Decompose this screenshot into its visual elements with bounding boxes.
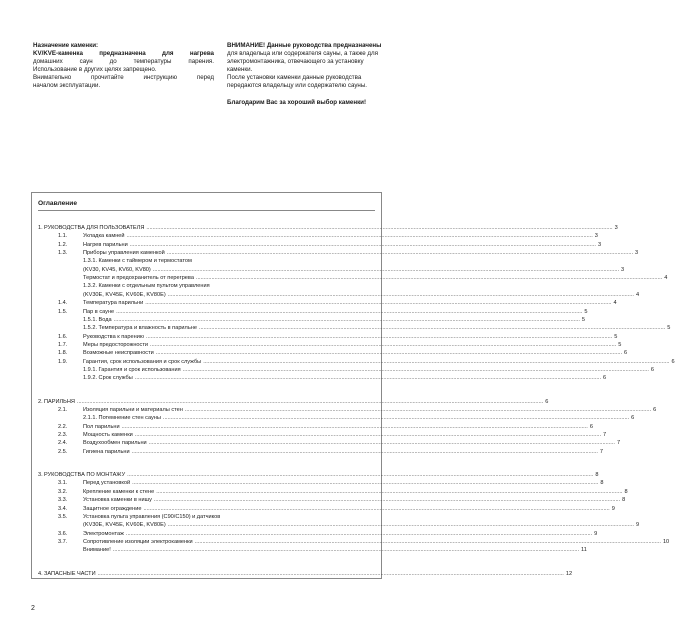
toc-leader-dots: ............................................................................................................................................................................................................................................................................................................ <box>116 308 583 315</box>
toc-entry <box>32 513 375 521</box>
toc-leader-dots: ............................................................................................................................................................................................................................................................................................................ <box>194 538 661 545</box>
toc-entry-page: 8 <box>622 497 626 504</box>
toc-leader-dots: ............................................................................................................................................................................................................................................................................................................ <box>198 325 666 332</box>
toc-box <box>31 192 675 579</box>
toc-entry-text: (KV30E, KV45E, KV60E, KV80E) <box>83 291 166 298</box>
toc-entry-text: Укладка камней <box>83 233 125 240</box>
toc-entry-number: 2.3. <box>58 432 68 439</box>
toc-entry-page: 3 <box>621 266 625 273</box>
toc-entry-number: 3. <box>38 472 43 479</box>
toc-entry <box>32 266 625 274</box>
toc-leader-dots: ............................................................................................................................................................................................................................................................................................................ <box>132 480 599 487</box>
toc-entry-text: Приборы управления каменкой <box>83 250 165 257</box>
toc-entry-number: 3.3. <box>58 497 68 504</box>
toc-entry <box>32 471 599 479</box>
toc-entry-text: 1.5.1. Вода <box>83 316 112 323</box>
toc-entry-text: Крепление каменки к стене <box>83 488 155 495</box>
intro-right-p2-line-1: После установки каменки данные руководства <box>227 74 362 82</box>
toc-entry-page: 6 <box>624 350 628 357</box>
toc-entry-page: 6 <box>603 375 607 382</box>
toc-entry <box>32 423 593 431</box>
toc-entry-page: 6 <box>653 407 657 413</box>
toc-entry-text: (KV30, KV45, KV60, KV80) <box>83 266 151 273</box>
toc-entry-page: 5 <box>581 316 586 323</box>
toc-entry-page: 12 <box>565 570 573 577</box>
toc-entry-page: 7 <box>603 432 607 439</box>
intro-left <box>33 42 214 91</box>
toc-entry <box>32 299 617 307</box>
toc-entry-number: 1. <box>38 225 43 231</box>
toc-entry <box>32 232 598 240</box>
toc-entry-text: Установка пульта управления (C90/C150) и датчиков <box>83 513 221 520</box>
toc-entry <box>32 282 375 290</box>
toc-entry <box>32 439 621 447</box>
toc-entry-text: Электромонтаж <box>83 530 124 537</box>
toc-entry-text: Сопротивление изоляции электрокаменки <box>83 538 193 545</box>
toc-entry <box>32 224 618 232</box>
toc-entry-text: Перед установкой <box>83 480 131 487</box>
toc-leader-dots: ............................................................................................................................................................................................................................................................................................................ <box>156 488 623 495</box>
toc-leader-dots: ............................................................................................................................................................................................................................................................................................................ <box>162 415 630 422</box>
toc-entry-page: 8 <box>600 480 604 487</box>
toc-leader-dots: ............................................................................................................................................................................................................................................................................................................ <box>131 448 598 455</box>
intro-left-line-1: Назначение каменки: <box>33 42 99 49</box>
toc-leader-dots: ............................................................................................................................................................................................................................................................................................................ <box>97 570 564 577</box>
toc-entry-text: Мощность каменки <box>83 432 133 439</box>
toc-entry-page: 4 <box>664 275 668 282</box>
toc-entry-page: 9 <box>635 522 640 529</box>
toc-entry-text: Установка каменки в нишу <box>83 497 152 504</box>
toc-entry-page: 3 <box>594 233 598 240</box>
toc-entry-page: 8 <box>595 472 599 479</box>
toc-entry <box>32 308 588 316</box>
intro-left-line-2: KV/KVE-каменка предназначена для нагрева <box>33 50 214 58</box>
toc-entry <box>32 333 618 341</box>
toc-leader-dots: ............................................................................................................................................................................................................................................................................................................ <box>184 407 652 413</box>
toc-entry-page: 6 <box>631 415 635 422</box>
toc-entry-page: 8 <box>624 488 628 495</box>
toc-leader-dots: ............................................................................................................................................................................................................................................................................................................ <box>146 333 613 340</box>
toc-entry-number: 3.2. <box>58 488 68 495</box>
toc-entry <box>32 274 668 282</box>
toc-entry-number: 1.7. <box>58 341 68 348</box>
toc-entry <box>32 291 640 299</box>
toc-entry-text: 1.3.1. Каменки с таймером и термостатом <box>83 258 192 265</box>
toc-entry-number: 1.6. <box>58 333 68 340</box>
toc-leader-dots: ............................................................................................................................................................................................................................................................................................................ <box>125 530 593 537</box>
toc-entry-page: 10 <box>662 538 670 545</box>
toc-entry-number: 2. <box>38 398 43 405</box>
toc-entry <box>32 488 628 496</box>
toc-entry <box>32 570 573 578</box>
toc-entry-number: 1.4. <box>58 300 68 307</box>
toc-entry <box>32 448 604 456</box>
toc-entry <box>32 341 622 349</box>
toc-leader-dots: ............................................................................................................................................................................................................................................................................................................ <box>166 250 634 257</box>
toc-entry-page: 6 <box>650 366 655 373</box>
toc-entry-page: 6 <box>589 423 593 430</box>
toc-entry-number: 1.8. <box>58 350 68 357</box>
toc-entry-page: 4 <box>635 291 640 298</box>
page-number: 2 <box>31 605 35 612</box>
toc-entry-text: 1.5.2. Температура и влажность в парильне <box>83 325 197 332</box>
toc-entry-number: 1.9. <box>58 358 68 365</box>
toc-entry <box>32 241 602 249</box>
toc-leader-dots: ............................................................................................................................................................................................................................................................................................................ <box>155 350 623 357</box>
toc-entry <box>32 546 587 554</box>
toc-entry <box>32 538 670 546</box>
toc-entry-text: Меры предосторожности <box>83 341 149 348</box>
toc-entry-text: Термостат и предохранитель от перегрева <box>83 275 194 282</box>
toc-entry-text: Пар в сауне <box>83 308 115 315</box>
toc-entry-page: 7 <box>599 448 604 455</box>
toc-entry <box>32 431 607 439</box>
toc-leader-dots: ............................................................................................................................................................................................................................................................................................................ <box>152 266 620 273</box>
toc-entry-page: 3 <box>635 250 639 257</box>
toc-entry-number: 3.1. <box>58 480 68 487</box>
toc-entry <box>32 414 635 422</box>
toc-entry-page: 5 <box>614 333 618 340</box>
toc-entry-text: (KV30E, KV45E, KV60E, KV80E) <box>83 522 166 529</box>
toc-entry-number: 3.5. <box>58 513 68 520</box>
toc-entry-page: 9 <box>594 530 598 537</box>
toc-entry-text: ЗАПАСНЫЕ ЧАСТИ <box>44 570 96 577</box>
intro-left-line-4: Использование в других целях запрещено. <box>33 66 157 74</box>
toc-entry-page: 4 <box>613 300 617 307</box>
toc-title: Оглавление <box>38 200 78 207</box>
toc-leader-dots: ............................................................................................................................................................................................................................................................................................................ <box>195 275 663 282</box>
toc-leader-dots: ............................................................................................................................................................................................................................................................................................................ <box>127 472 594 479</box>
intro-right-thanks: Благодарим Вас за хороший выбор каменки! <box>227 98 367 106</box>
toc-entry-number: 2.4. <box>58 440 68 447</box>
toc-entry <box>32 257 375 265</box>
intro-left-line-3: домашних саун до температуры парения. <box>33 58 214 66</box>
toc-entry <box>32 366 655 374</box>
toc-entry-text: Гигиена парильни <box>83 448 130 455</box>
toc-entry-text: Руководства к парению <box>83 333 145 340</box>
toc-entry <box>32 479 604 487</box>
toc-entry <box>32 249 639 257</box>
toc-entry-page: 5 <box>667 325 671 332</box>
toc-entry <box>32 374 607 382</box>
toc-entry-page: 7 <box>616 440 621 447</box>
toc-entry-text: Гарантия, срок использования и срок службы <box>83 358 202 365</box>
toc-entry-text: Воздухообмен парильни <box>83 440 147 447</box>
toc-leader-dots: ............................................................................................................................................................................................................................................................................................................ <box>143 505 610 512</box>
toc-entry <box>32 349 628 357</box>
intro-left-line-6: началом эксплуатации. <box>33 82 101 90</box>
toc-leader-dots: ............................................................................................................................................................................................................................................................................................................ <box>113 316 580 323</box>
toc-entry-page: 6 <box>545 398 549 405</box>
toc-leader-dots: ............................................................................................................................................................................................................................................................................................................ <box>167 522 634 529</box>
toc-entry-text: Нагрев парильни <box>83 241 128 248</box>
toc-entry <box>32 406 657 414</box>
toc-entry-text: 2.1.1. Потемнение стен сауны <box>83 415 161 422</box>
toc-entry-text: Возможные неисправности <box>83 350 154 357</box>
toc-entry-text: 1.9.1. Гарантия и срок использования <box>83 366 181 373</box>
toc-entry <box>32 358 675 366</box>
toc-entry <box>32 505 615 513</box>
toc-entry <box>32 496 626 504</box>
toc-entry-page: 6 <box>671 358 675 365</box>
toc-entry <box>32 316 586 324</box>
toc-divider <box>38 210 375 211</box>
toc-leader-dots: ............................................................................................................................................................................................................................................................................................................ <box>121 423 588 430</box>
toc-leader-dots: ............................................................................................................................................................................................................................................................................................................ <box>146 225 613 231</box>
toc-leader-dots: ............................................................................................................................................................................................................................................................................................................ <box>134 432 602 439</box>
toc-entry-text: Температура парильни <box>83 300 144 307</box>
toc-entry-text: ПАРИЛЬНЯ <box>44 398 75 405</box>
toc-entry-text: Пол парильни <box>83 423 120 430</box>
toc-entry-page: 3 <box>614 225 618 231</box>
toc-entry <box>32 398 549 406</box>
toc-entry-number: 1.3. <box>58 250 68 257</box>
toc-entry-text: РУКОВОДСТВА ПО МОНТАЖУ <box>44 472 126 479</box>
toc-leader-dots: ............................................................................................................................................................................................................................................................................................................ <box>76 398 544 405</box>
toc-entry-page: 9 <box>611 505 615 512</box>
toc-leader-dots: ............................................................................................................................................................................................................................................................................................................ <box>129 241 596 248</box>
toc-leader-dots: ............................................................................................................................................................................................................................................................................................................ <box>203 358 670 365</box>
toc-leader-dots: ............................................................................................................................................................................................................................................................................................................ <box>126 233 593 240</box>
intro-right-p1-line-2: для владельца или содержателя сауны, а также для <box>227 50 379 58</box>
intro-right-p1-line-4: каменки. <box>227 66 253 74</box>
intro-left-line-5: Внимательно прочитайте инструкцию перед <box>33 74 214 82</box>
toc-leader-dots: ............................................................................................................................................................................................................................................................................................................ <box>145 300 612 307</box>
toc-leader-dots: ............................................................................................................................................................................................................................................................................................................ <box>134 375 602 382</box>
toc-entry <box>32 530 598 538</box>
toc-entry-text: Защитное ограждение <box>83 505 142 512</box>
intro-right <box>227 42 412 107</box>
toc-entry-number: 4. <box>38 570 43 577</box>
toc-entry-page: 11 <box>581 547 587 554</box>
toc-entry-text: 1.3.2. Каменки с отдельным пультом управления <box>83 283 210 290</box>
toc-entry-page: 5 <box>618 341 622 348</box>
toc-leader-dots: ............................................................................................................................................................................................................................................................................................................ <box>167 291 634 298</box>
toc-entry-text: 1.9.2. Срок службы <box>83 375 133 382</box>
toc-leader-dots: ............................................................................................................................................................................................................................................................................................................ <box>112 547 580 554</box>
toc-entry-number: 1.2. <box>58 241 68 248</box>
toc-entry-page: 3 <box>597 241 602 248</box>
intro-right-p1-line-3: электромонтажника, отвечающего за установку <box>227 58 364 66</box>
toc-entry <box>32 521 640 529</box>
toc-entry-number: 2.1. <box>58 407 68 413</box>
toc-leader-dots: ............................................................................................................................................................................................................................................................................................................ <box>150 341 617 348</box>
intro-right-p2-line-2: передаются владельцу или содержателю сауны. <box>227 82 368 90</box>
toc-entry-number: 3.4. <box>58 505 68 512</box>
toc-entry-text: Изоляция парильни и материалы стен <box>83 407 183 413</box>
intro-right-p1-line-1: ВНИМАНИЕ! Данные руководства предназначены <box>227 42 382 49</box>
toc-entry-number: 1.1. <box>58 233 68 240</box>
toc-entry-number: 2.2. <box>58 423 68 430</box>
toc-leader-dots: ............................................................................................................................................................................................................................................................................................................ <box>153 497 621 504</box>
toc-entry-text: Внимание! <box>83 547 111 554</box>
toc-leader-dots: ............................................................................................................................................................................................................................................................................................................ <box>148 440 615 447</box>
toc-entry-number: 3.7. <box>58 538 68 545</box>
toc-entry-text: РУКОВОДСТВА ДЛЯ ПОЛЬЗОВАТЕЛЯ <box>44 225 145 231</box>
toc-entry-number: 1.5. <box>58 308 68 315</box>
toc-leader-dots: ............................................................................................................................................................................................................................................................................................................ <box>182 366 649 373</box>
toc-entry <box>32 324 671 332</box>
toc-entry-number: 2.5. <box>58 448 68 455</box>
toc-entry-page: 5 <box>584 308 588 315</box>
toc-entry-number: 3.6. <box>58 530 68 537</box>
